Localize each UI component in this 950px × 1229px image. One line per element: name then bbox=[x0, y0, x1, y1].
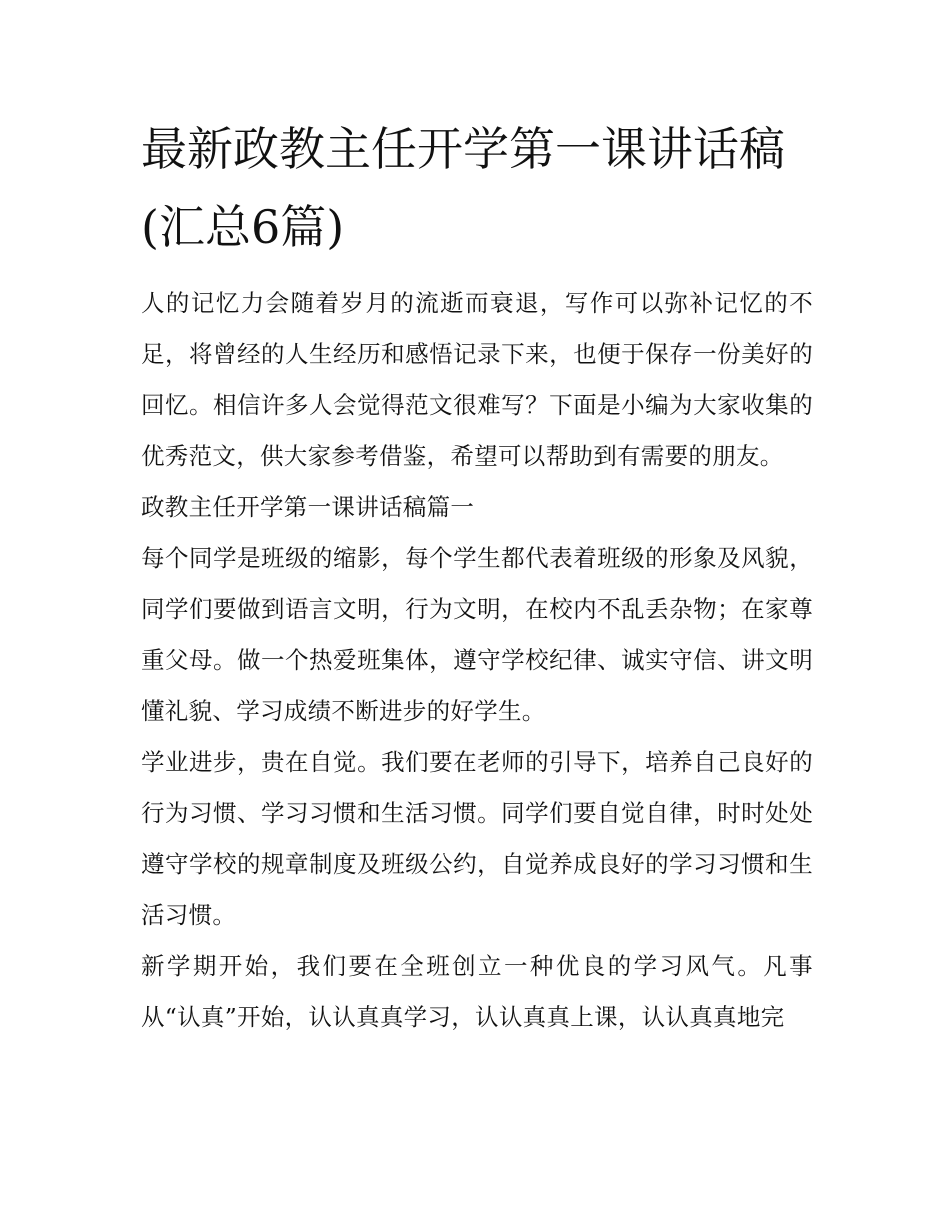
body-paragraph: 学业进步，贵在自觉。我们要在老师的引导下，培养自己良好的行为习惯、学习习惯和生活习惯。同学们要自觉自律，时时处处遵守学校的规章制度及班级公约，自觉养成良好的学习习惯和生活习惯。 bbox=[141, 748, 813, 929]
intro-paragraph: 人的记忆力会随着岁月的流逝而衰退，写作可以弥补记忆的不足，将曾经的人生经历和感悟记录下来，也便于保存一份美好的回忆。相信许多人会觉得范文很难写？下面是小编为大家收集的优秀范文，供大家参考借鉴，希望可以帮助到有需要的朋友。 bbox=[141, 289, 813, 470]
body-paragraph: 新学期开始，我们要在全班创立一种优良的学习风气。凡事从“认真”开始，认认真真学习，认认真真上课，认认真真地完 bbox=[141, 952, 813, 1031]
document-title: 最新政教主任开学第一课讲话稿(汇总6篇) bbox=[141, 122, 785, 254]
section-heading: 政教主任开学第一课讲话稿篇一 bbox=[141, 493, 475, 521]
body-paragraph: 每个同学是班级的缩影，每个学生都代表着班级的形象及风貌，同学们要做到语言文明，行为文明，在校内不乱丢杂物；在家尊重父母。做一个热爱班集体，遵守学校纪律、诚实守信、讲文明懂礼貌、学习成绩不断进步的好学生。 bbox=[141, 544, 813, 725]
document-body bbox=[141, 110, 813, 1043]
